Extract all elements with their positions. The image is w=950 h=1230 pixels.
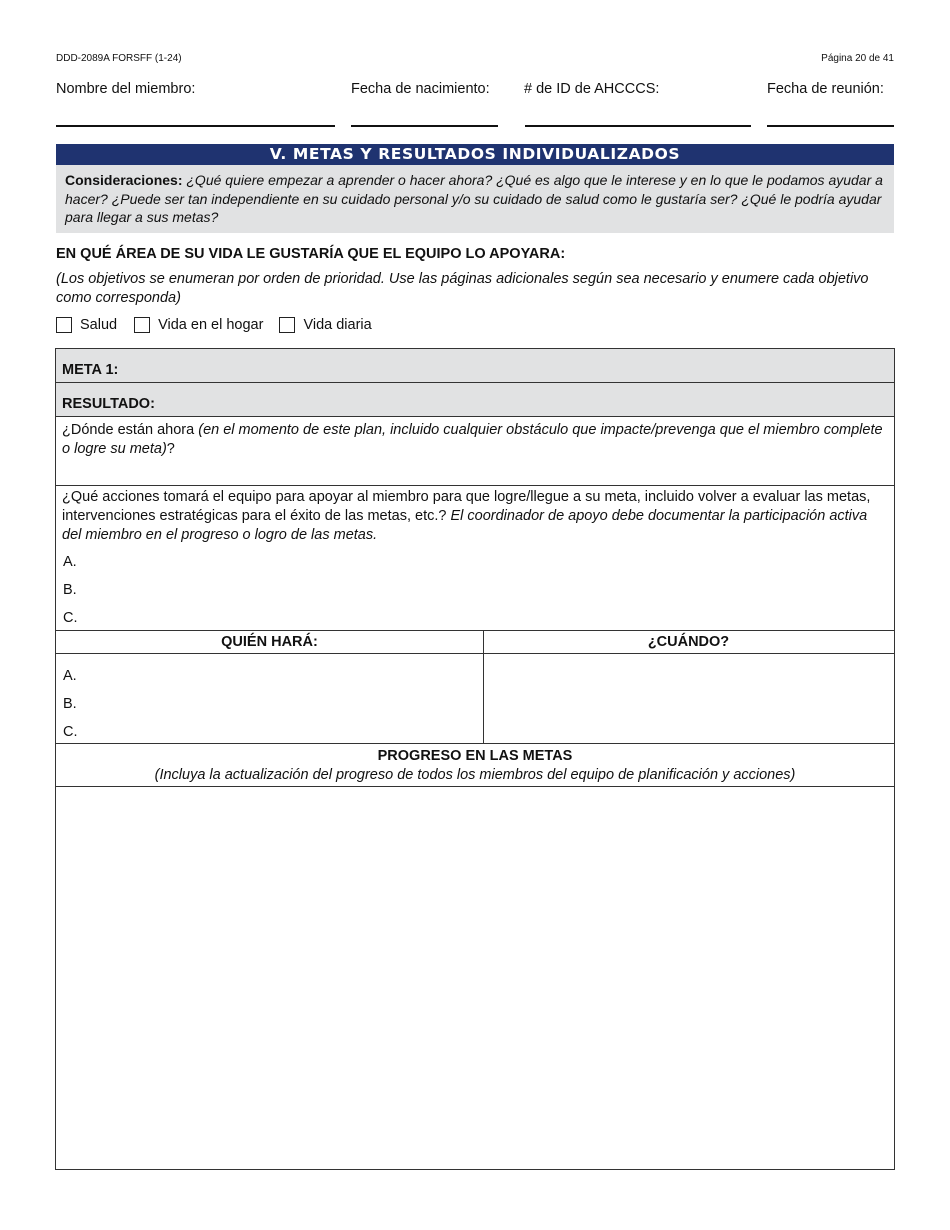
who-item-b: B. [63,696,77,712]
area-options [56,315,372,335]
who-item-c: C. [63,724,78,740]
meta-label: META 1: [62,362,119,378]
salud-label: Salud [80,317,118,333]
goal-table [55,348,895,1170]
form-id: DDD-2089A FORSFF (1-24) [56,53,182,64]
meeting-date-label: Fecha de reunión: [767,81,884,97]
actions-italic: El coordinador de apoyo debe documentar la participación activa del miembro en el progreso o logro de las metas. [62,508,868,543]
salud-checkbox[interactable] [56,317,72,333]
vida-diaria-checkbox[interactable] [279,317,295,333]
option-vida-diaria[interactable] [279,317,371,333]
birth-date-field[interactable] [351,125,498,127]
where-now-end: ? [166,441,175,457]
actions-row[interactable] [56,486,894,631]
actions-text: ¿Qué acciones tomará el equipo para apoyar al miembro para que logre/llegue a su meta, incluido volver a evaluar las metas, intervenciones estratégicas para el éxito de las metas, etc.? [62,489,871,524]
vida-hogar-label: Vida en el hogar [158,317,264,333]
where-now-text: ¿Dónde están ahora [62,422,199,438]
page-number: Página 20 de 41 [821,53,894,64]
action-item-b: B. [63,582,77,598]
action-item-c: C. [63,610,78,626]
result-label: RESULTADO: [62,396,155,412]
meta-row[interactable] [56,349,894,383]
when-header: ¿CUÁNDO? [647,634,730,650]
vida-hogar-checkbox[interactable] [134,317,150,333]
considerations-label: Consideraciones: [65,172,183,188]
actions-prompt [62,488,888,545]
area-instructions: (Los objetivos se enumeran por orden de prioridad. Use las páginas adicionales según sea necesario y enumere cada objetivo como corresponda) [56,271,869,306]
option-salud[interactable] [56,317,117,333]
considerations-box [56,165,894,233]
who-header: QUIÉN HARÁ: [221,634,318,650]
progress-header [56,744,894,787]
area-question: EN QUÉ ÁREA DE SU VIDA LE GUSTARÍA QUE EL EQUIPO LO APOYARA: [56,246,566,262]
who-when-header [56,631,894,654]
option-vida-hogar[interactable] [134,317,263,333]
result-row[interactable] [56,383,894,417]
who-when-body[interactable] [56,654,894,744]
column-divider [483,631,484,744]
section-title: V. METAS Y RESULTADOS INDIVIDUALIZADOS [56,144,894,165]
member-name-field[interactable] [56,125,335,127]
ahcccs-id-label: # de ID de AHCCCS: [524,81,660,97]
progress-subtitle: (Incluya la actualización del progreso de todos los miembros del equipo de planificación y acciones) [154,767,796,783]
meeting-date-field[interactable] [767,125,894,127]
where-now-row[interactable] [56,417,894,486]
considerations-text: ¿Qué quiere empezar a aprender o hacer ahora? ¿Qué es algo que le interese y en lo que le podamos ayudar a hacer? ¿Puede ser tan independiente en su cuidado personal y/o su cuidado de salud como le gustaría ser? ¿Qué le podría ayudar para llegar a sus metas? [65,172,883,225]
who-item-a: A. [63,668,77,684]
ahcccs-id-field[interactable] [525,125,751,127]
action-item-a: A. [63,554,77,570]
member-name-label: Nombre del miembro: [56,81,196,97]
progress-notes-area[interactable] [56,787,894,1169]
progress-title: PROGRESO EN LAS METAS [377,748,573,764]
where-now-italic: (en el momento de este plan, incluido cualquier obstáculo que impacte/prevenga que el miembro complete o logre su meta) [62,422,883,457]
birth-date-label: Fecha de nacimiento: [351,81,490,97]
vida-diaria-label: Vida diaria [303,317,372,333]
